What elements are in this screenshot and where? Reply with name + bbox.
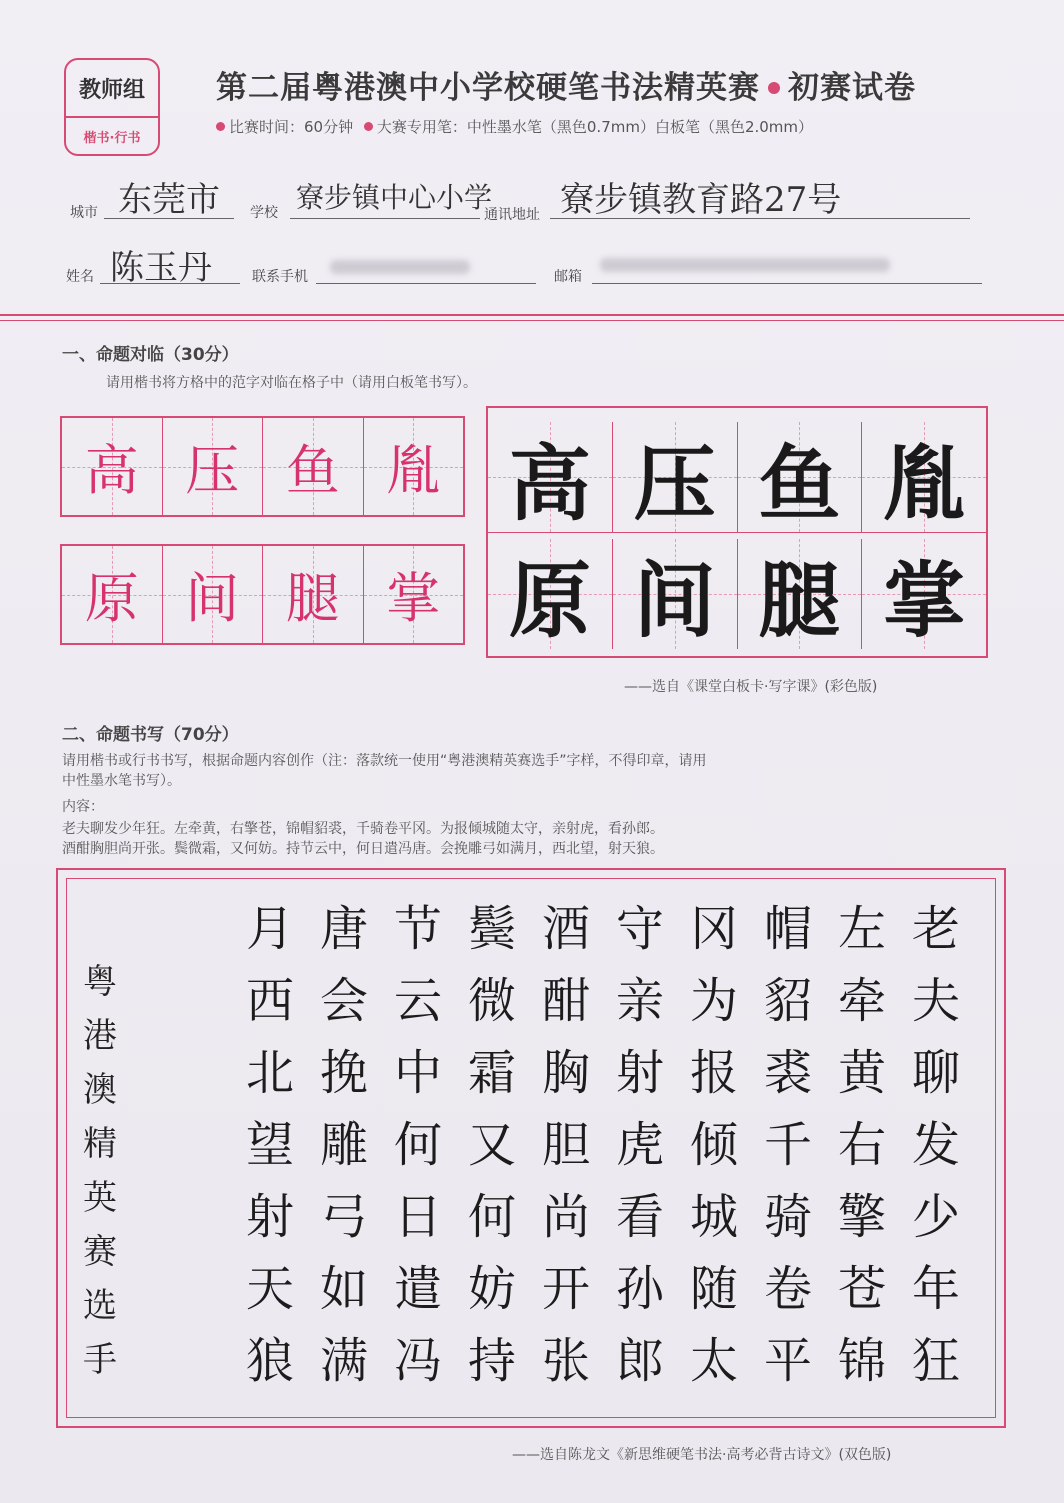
exam-info xyxy=(216,116,813,137)
page-title xyxy=(216,62,916,107)
model-char: 腿 xyxy=(758,552,841,649)
school-label: 学校 xyxy=(250,205,278,221)
signature-char: 港 xyxy=(83,1016,117,1056)
school-underline xyxy=(290,218,480,219)
phone-underline xyxy=(316,283,536,284)
name-value: 陈玉丹 xyxy=(110,248,212,288)
copy-cell xyxy=(263,418,364,515)
model-row2 xyxy=(488,539,986,649)
poem-char: 孙 xyxy=(615,1261,664,1317)
poem-char: 天 xyxy=(245,1261,294,1317)
signature-char: 赛 xyxy=(83,1232,117,1272)
poem-char: 胸 xyxy=(541,1045,590,1101)
copy-char: 掌 xyxy=(386,567,441,630)
signature-char: 澳 xyxy=(83,1070,117,1110)
model-cell xyxy=(488,422,613,532)
poem-char: 虎 xyxy=(615,1117,664,1173)
model-cell xyxy=(613,539,738,649)
poem-char: 聊 xyxy=(911,1045,960,1101)
poem-char: 胆 xyxy=(541,1117,590,1173)
signature-char: 英 xyxy=(83,1178,117,1218)
poem-char: 张 xyxy=(541,1333,590,1389)
model-cell xyxy=(862,422,986,532)
poem-char: 年 xyxy=(911,1261,960,1317)
poem-char: 黄 xyxy=(837,1045,886,1101)
model-char: 鱼 xyxy=(758,435,841,532)
model-cell xyxy=(738,422,863,532)
poem-char: 妨 xyxy=(467,1261,516,1317)
model-cell xyxy=(613,422,738,532)
name-label: 姓名 xyxy=(66,269,94,285)
copy-grid-row2 xyxy=(60,544,465,645)
poem-char: 随 xyxy=(689,1261,738,1317)
content-line: 老夫聊发少年狂。左牵黄，右擎苍，锦帽貂裘，千骑卷平冈。为报倾城随太守，亲射虎，看孙郎。 xyxy=(62,821,664,837)
poem-column xyxy=(462,893,522,1397)
model-cell xyxy=(738,539,863,649)
signature-char: 精 xyxy=(83,1124,117,1164)
poem-char: 雕 xyxy=(319,1117,368,1173)
poem-char: 夫 xyxy=(911,973,960,1029)
email-redacted xyxy=(600,258,890,272)
signature-char: 选 xyxy=(83,1286,117,1326)
poem-column xyxy=(240,893,300,1397)
poem-char: 开 xyxy=(541,1261,590,1317)
poem-char: 酣 xyxy=(541,973,590,1029)
group-badge xyxy=(64,58,160,156)
poem-char: 太 xyxy=(689,1333,738,1389)
poem-column xyxy=(684,893,744,1397)
section1-title: 一、命题对临（30分） xyxy=(62,345,239,365)
model-char: 掌 xyxy=(883,552,966,649)
group-label: 教师组 xyxy=(66,60,158,118)
address-label: 通讯地址 xyxy=(484,207,540,223)
phone-label: 联系手机 xyxy=(252,269,308,285)
poem-char: 裘 xyxy=(763,1045,812,1101)
poem-column xyxy=(758,893,818,1397)
poem-char: 冯 xyxy=(393,1333,442,1389)
poem-char: 左 xyxy=(837,901,886,957)
copy-cell xyxy=(62,546,163,643)
poem-char: 看 xyxy=(615,1189,664,1245)
city-label: 城市 xyxy=(70,205,98,221)
model-grid xyxy=(486,406,988,658)
poem-char: 节 xyxy=(393,901,442,957)
copy-char: 胤 xyxy=(386,439,441,502)
poem-char: 亲 xyxy=(615,973,664,1029)
poem-char: 挽 xyxy=(319,1045,368,1101)
content-label: 内容： xyxy=(62,799,104,815)
poem-char: 平 xyxy=(763,1333,812,1389)
copy-cell xyxy=(62,418,163,515)
poem-char: 尚 xyxy=(541,1189,590,1245)
poem-char: 右 xyxy=(837,1117,886,1173)
poem-column xyxy=(536,893,596,1397)
poem-char: 帽 xyxy=(763,901,812,957)
poem-column xyxy=(610,893,670,1397)
poem-char: 射 xyxy=(245,1189,294,1245)
email-underline xyxy=(592,283,982,284)
model-cell xyxy=(862,539,986,649)
poem-char: 牵 xyxy=(837,973,886,1029)
email-label: 邮箱 xyxy=(554,269,582,285)
poem-char: 苍 xyxy=(837,1261,886,1317)
poem-char: 城 xyxy=(689,1189,738,1245)
phone-redacted xyxy=(330,260,470,274)
poem-char: 酒 xyxy=(541,901,590,957)
pen-info: 大赛专用笔：中性墨水笔（黑色0.7mm）白板笔（黑色2.0mm） xyxy=(376,118,814,136)
poem-char: 为 xyxy=(689,973,738,1029)
model-char: 高 xyxy=(508,435,591,532)
signature-column xyxy=(78,955,122,1387)
poem-char: 守 xyxy=(615,901,664,957)
poem-char: 擎 xyxy=(837,1189,886,1245)
poem-column xyxy=(832,893,892,1397)
poem-char: 持 xyxy=(467,1333,516,1389)
poem-char: 西 xyxy=(245,973,294,1029)
poem-char: 老 xyxy=(911,901,960,957)
copy-cell xyxy=(364,546,464,643)
poem-column xyxy=(388,893,448,1397)
model-char: 压 xyxy=(633,435,716,532)
poem-char: 唐 xyxy=(319,901,368,957)
copy-char: 高 xyxy=(84,439,139,502)
poem-char: 鬓 xyxy=(467,901,516,957)
poem-char: 报 xyxy=(689,1045,738,1101)
style-label: 楷书·行书 xyxy=(83,130,141,146)
poem-char: 冈 xyxy=(689,901,738,957)
poem-char: 如 xyxy=(319,1261,368,1317)
copy-char: 间 xyxy=(185,567,240,630)
divider xyxy=(0,314,1064,316)
section1-instruction: 请用楷书将方格中的范字对临在格子中（请用白板笔书写）。 xyxy=(106,375,477,391)
title-suffix: 初赛试卷 xyxy=(788,70,916,106)
poem-char: 何 xyxy=(393,1117,442,1173)
poem-char: 少 xyxy=(911,1189,960,1245)
poem-char: 日 xyxy=(393,1189,442,1245)
city-value: 东莞市 xyxy=(118,180,220,220)
poem-char: 弓 xyxy=(319,1189,368,1245)
poem-char: 貂 xyxy=(763,973,812,1029)
copy-cell xyxy=(263,546,364,643)
poem-char: 云 xyxy=(393,973,442,1029)
poem-char: 何 xyxy=(467,1189,516,1245)
divider xyxy=(0,320,1064,321)
poem-char: 遣 xyxy=(393,1261,442,1317)
model-char: 原 xyxy=(508,552,591,649)
poem-char: 微 xyxy=(467,973,516,1029)
section2-title: 二、命题书写（70分） xyxy=(62,725,239,745)
copy-char: 原 xyxy=(84,567,139,630)
copy-cell xyxy=(364,418,464,515)
bullet-icon xyxy=(364,122,373,131)
copy-cell xyxy=(163,418,264,515)
poem-char: 霜 xyxy=(467,1045,516,1101)
poem-char: 骑 xyxy=(763,1189,812,1245)
section1-source: ——选自《课堂白板卡·写字课》(彩色版) xyxy=(624,679,878,695)
school-value: 寮步镇中心小学 xyxy=(296,181,493,214)
poem-char: 中 xyxy=(393,1045,442,1101)
poem-char: 月 xyxy=(245,901,294,957)
section2-instruction: 中性墨水笔书写）。 xyxy=(62,773,181,789)
bullet-icon xyxy=(216,122,225,131)
poem-char: 又 xyxy=(467,1117,516,1173)
copy-grid-row1 xyxy=(60,416,465,517)
poem-char: 锦 xyxy=(837,1333,886,1389)
signature-char: 粤 xyxy=(83,962,117,1002)
copy-char: 压 xyxy=(185,439,240,502)
time-info: 比赛时间：60分钟 xyxy=(229,118,354,136)
poem-char: 倾 xyxy=(689,1117,738,1173)
poem-char: 狂 xyxy=(911,1333,960,1389)
title-dot-icon xyxy=(768,82,780,94)
model-cell xyxy=(488,539,613,649)
address-value: 寮步镇教育路27号 xyxy=(560,180,842,220)
content-line: 酒酣胸胆尚开张。鬓微霜，又何妨。持节云中，何日遣冯唐。会挽雕弓如满月，西北望，射天狼。 xyxy=(62,841,664,857)
poem-char: 狼 xyxy=(245,1333,294,1389)
title-main: 第二届粤港澳中小学校硬笔书法精英赛 xyxy=(216,70,760,106)
poem-char: 会 xyxy=(319,973,368,1029)
section2-source: ——选自陈龙文《新思维硬笔书法·高考必背古诗文》(双色版) xyxy=(512,1447,892,1463)
model-char: 间 xyxy=(633,552,716,649)
poem-char: 北 xyxy=(245,1045,294,1101)
copy-char: 鱼 xyxy=(285,439,340,502)
poem-char: 千 xyxy=(763,1117,812,1173)
poem-column xyxy=(314,893,374,1397)
poem-char: 望 xyxy=(245,1117,294,1173)
model-row1 xyxy=(488,422,986,533)
poem-column xyxy=(906,893,966,1397)
copy-cell xyxy=(163,546,264,643)
poem-char: 发 xyxy=(911,1117,960,1173)
signature-char: 手 xyxy=(83,1340,117,1380)
section2-instruction: 请用楷书或行书书写，根据命题内容创作（注：落款统一使用“粤港澳精英赛选手”字样，不得印章，请用 xyxy=(62,753,707,769)
poem-char: 满 xyxy=(319,1333,368,1389)
poem-char: 射 xyxy=(615,1045,664,1101)
poem-char: 卷 xyxy=(763,1261,812,1317)
copy-char: 腿 xyxy=(285,567,340,630)
poem-char: 郎 xyxy=(615,1333,664,1389)
model-char: 胤 xyxy=(883,435,966,532)
